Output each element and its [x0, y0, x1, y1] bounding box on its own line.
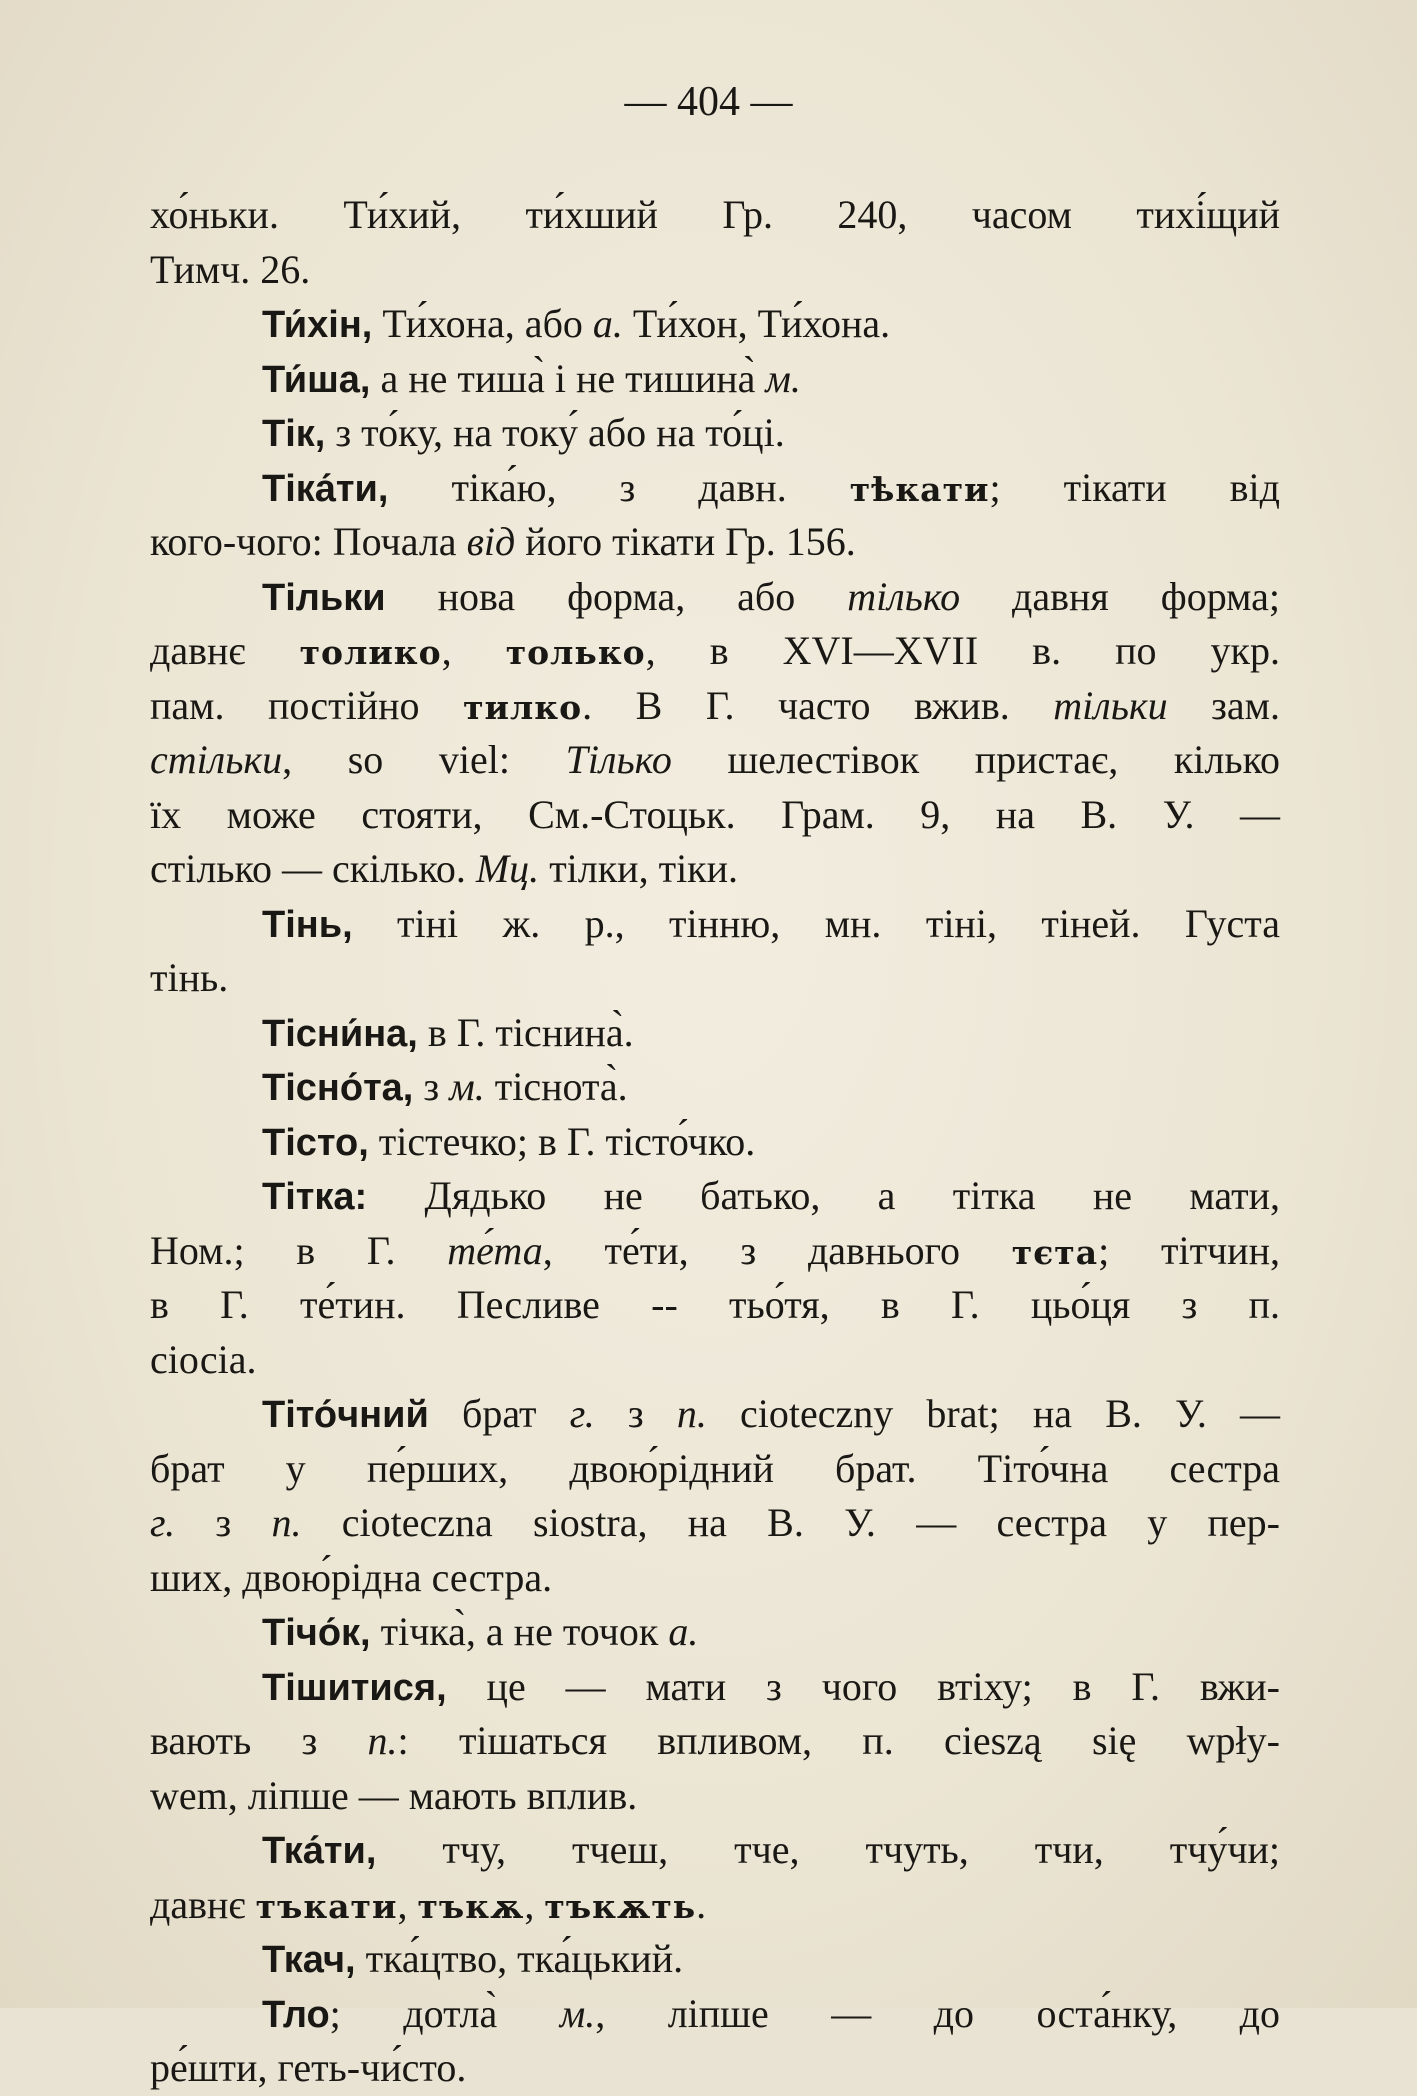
text-segment: нова форма, або	[385, 573, 848, 619]
text-segment: тка́цтво, тка́цький.	[355, 1936, 684, 1981]
text-segment: в Г. те́тин. Песливе -- тьо́тя, в Г. цьо́ця з п.	[150, 1282, 1280, 1327]
text-line	[150, 570, 1280, 625]
text-line	[150, 1551, 1280, 1606]
page-number: — 404 —	[624, 79, 793, 125]
text-segment: Ти́хон, Ти́хона.	[622, 301, 891, 346]
text-segment: стільки	[150, 737, 283, 782]
text-segment: давня форма;	[960, 573, 1281, 619]
text-segment: тілько	[847, 573, 961, 619]
headword: Тінь,	[262, 903, 353, 946]
text-segment: шелестівок пристає, кілько	[671, 737, 1280, 782]
headword: Ткач,	[262, 1939, 356, 1981]
text-line	[150, 188, 1280, 243]
text-segment: . В Г. часто вжив.	[582, 682, 1054, 728]
headword: Тісни́на,	[262, 1012, 418, 1055]
headword: Ти́ша,	[262, 358, 371, 401]
text-line	[150, 1823, 1280, 1878]
text-segment: тіка́ю, з давн.	[388, 464, 850, 510]
text-segment: пам. постійно	[150, 682, 464, 728]
text-line	[150, 1333, 1280, 1388]
text-segment: з	[413, 1064, 450, 1109]
text-segment: а не тиша̀ і не тишина̀	[370, 355, 766, 401]
text-segment: п.	[676, 1391, 707, 1436]
text-line	[150, 1605, 1280, 1660]
text-segment: ; тікати від	[989, 464, 1280, 510]
text-segment: а.	[668, 1609, 699, 1654]
text-segment: Тілько	[565, 737, 672, 782]
text-segment: а.	[592, 301, 623, 346]
old-slavonic-form: тъкати	[255, 1886, 398, 1926]
text-segment: його тікати Гр. 156.	[515, 519, 856, 564]
text-line	[150, 788, 1280, 843]
text-line	[150, 1115, 1280, 1170]
text-segment: г.	[569, 1391, 595, 1436]
text-line	[150, 406, 1280, 461]
headword: Тіто́чний	[262, 1394, 429, 1436]
text-segment: cioteczny brat; на В. У. —	[706, 1391, 1280, 1436]
text-line	[150, 842, 1280, 897]
text-line	[150, 1660, 1280, 1715]
text-segment: , в XVI—XVII в. по укр.	[645, 628, 1280, 673]
text-segment: кого-чого: Почала	[150, 519, 467, 564]
text-segment: ,	[397, 1881, 418, 1927]
text-line	[150, 1496, 1280, 1551]
headword: Тічо́к,	[262, 1612, 371, 1654]
text-segment: тчу, тчеш, тче, тчуть, тчи, тчу́чи;	[376, 1827, 1280, 1872]
text-line	[150, 515, 1280, 570]
text-line	[150, 461, 1280, 516]
text-line	[150, 1387, 1280, 1442]
text-line	[150, 1714, 1280, 1769]
text-segment: п.	[271, 1500, 302, 1545]
text-line	[150, 624, 1280, 679]
headword: Тло	[262, 1993, 330, 2036]
text-segment: Мц.	[475, 846, 540, 891]
text-segment: ,	[441, 628, 506, 673]
text-segment: те́та	[447, 1227, 543, 1273]
headword: Тіка́ти,	[262, 467, 389, 510]
text-line	[150, 733, 1280, 788]
text-segment: ,	[524, 1881, 545, 1927]
old-slavonic-form: только	[505, 633, 646, 672]
text-segment: зам.	[1167, 682, 1280, 728]
entry-text	[150, 188, 1280, 2096]
text-line	[150, 1769, 1280, 1824]
text-segment: г.	[150, 1500, 176, 1545]
text-segment: ; тітчин,	[1098, 1227, 1280, 1273]
text-segment: вають з	[150, 1718, 368, 1763]
text-line	[150, 679, 1280, 734]
text-line	[150, 352, 1280, 407]
text-segment: п.	[367, 1718, 398, 1763]
text-segment: .	[696, 1881, 707, 1927]
old-slavonic-form: тилко	[463, 687, 583, 727]
headword: Тільки	[262, 576, 386, 619]
text-segment: з	[594, 1391, 677, 1436]
text-line	[150, 243, 1280, 298]
text-line	[150, 1060, 1280, 1115]
text-segment: давнє	[150, 628, 300, 673]
text-segment: ; дотла̀	[329, 1990, 560, 2036]
text-segment: Дядько не батько, а тітка не мати,	[367, 1173, 1280, 1218]
headword: Тітка:	[262, 1176, 368, 1218]
text-segment: давнє	[150, 1881, 256, 1927]
text-segment: тічка̀, а не точок	[370, 1609, 669, 1654]
text-segment: це — мати з чого втіху; в Г. вжи-	[446, 1663, 1280, 1709]
text-segment: ре́шти, геть-чи́сто.	[150, 2045, 467, 2090]
text-line	[150, 1987, 1280, 2042]
text-line	[150, 1278, 1280, 1333]
text-segment: їх може стояти, См.-Стоцьк. Грам. 9, на В. У. —	[150, 791, 1280, 837]
text-segment: тінь.	[150, 955, 229, 1000]
headword: Тка́ти,	[262, 1830, 377, 1872]
text-line	[150, 297, 1280, 352]
text-segment: : тішаться впливом, п. cieszą się wpły-	[397, 1718, 1280, 1763]
text-segment: м.	[559, 1990, 596, 2036]
text-segment: тіні ж. р., тінню, мн. тіні, тіней. Густа	[352, 900, 1280, 946]
old-slavonic-form: тъкѫ	[417, 1886, 525, 1926]
text-segment: з	[175, 1500, 272, 1545]
headword: Тік,	[262, 413, 326, 455]
text-segment: cioteczna siostra, на В. У. — сестра у пер-	[301, 1500, 1280, 1545]
headword: Тісно́та,	[262, 1067, 414, 1109]
headword: Тішитися,	[262, 1666, 447, 1709]
text-line	[150, 951, 1280, 1006]
old-slavonic-form: толико	[299, 633, 442, 672]
text-segment: ших, двою́рідна сестра.	[150, 1554, 553, 1600]
headword: Тісто,	[262, 1121, 369, 1164]
text-segment: з то́ку, на току́ або на то́ці.	[325, 410, 785, 455]
text-line	[150, 897, 1280, 952]
text-line	[150, 1224, 1280, 1279]
old-slavonic-form: тѣкати	[849, 469, 990, 509]
text-line	[150, 1169, 1280, 1224]
text-segment: тістечко; в Г. тісто́чко.	[368, 1118, 756, 1164]
text-segment: стілько — скілько.	[150, 846, 476, 891]
text-segment: Ти́хона, або	[372, 301, 593, 346]
text-segment: , те́ти, з давнього	[542, 1227, 1012, 1273]
headword: Ти́хін,	[262, 304, 373, 346]
text-segment: м.	[449, 1064, 485, 1109]
text-segment: , ліпше — до оста́нку, до	[595, 1990, 1280, 2036]
text-segment: брат	[428, 1391, 570, 1436]
old-slavonic-form: тєта	[1011, 1232, 1099, 1272]
text-segment: брат у пе́рших, двою́рідний брат. Тіто́чна сестра	[150, 1445, 1280, 1491]
text-segment: хо́ньки. Ти́хий, ти́хший Гр. 240, часом тихі́щий	[150, 192, 1280, 237]
text-line	[150, 1878, 1280, 1933]
text-segment: Тимч. 26.	[150, 246, 311, 292]
text-segment: м.	[765, 355, 801, 401]
text-line	[150, 2041, 1280, 2096]
text-segment: сіосіа.	[150, 1336, 257, 1382]
text-line	[150, 1006, 1280, 1061]
text-segment: Ном.; в Г.	[150, 1227, 448, 1273]
text-segment: від	[466, 519, 516, 564]
text-segment: в Г. тіснина̀.	[417, 1009, 634, 1055]
text-segment: тільки	[1053, 682, 1168, 728]
text-segment: тілки, тіки.	[539, 846, 739, 891]
text-segment: тіснота̀.	[484, 1064, 628, 1109]
text-line	[150, 1442, 1280, 1497]
old-slavonic-form: тъкѫть	[544, 1886, 697, 1926]
text-segment: wem, ліпше — мають вплив.	[150, 1772, 638, 1818]
text-line	[150, 1932, 1280, 1987]
text-segment: , so viel:	[282, 737, 566, 782]
